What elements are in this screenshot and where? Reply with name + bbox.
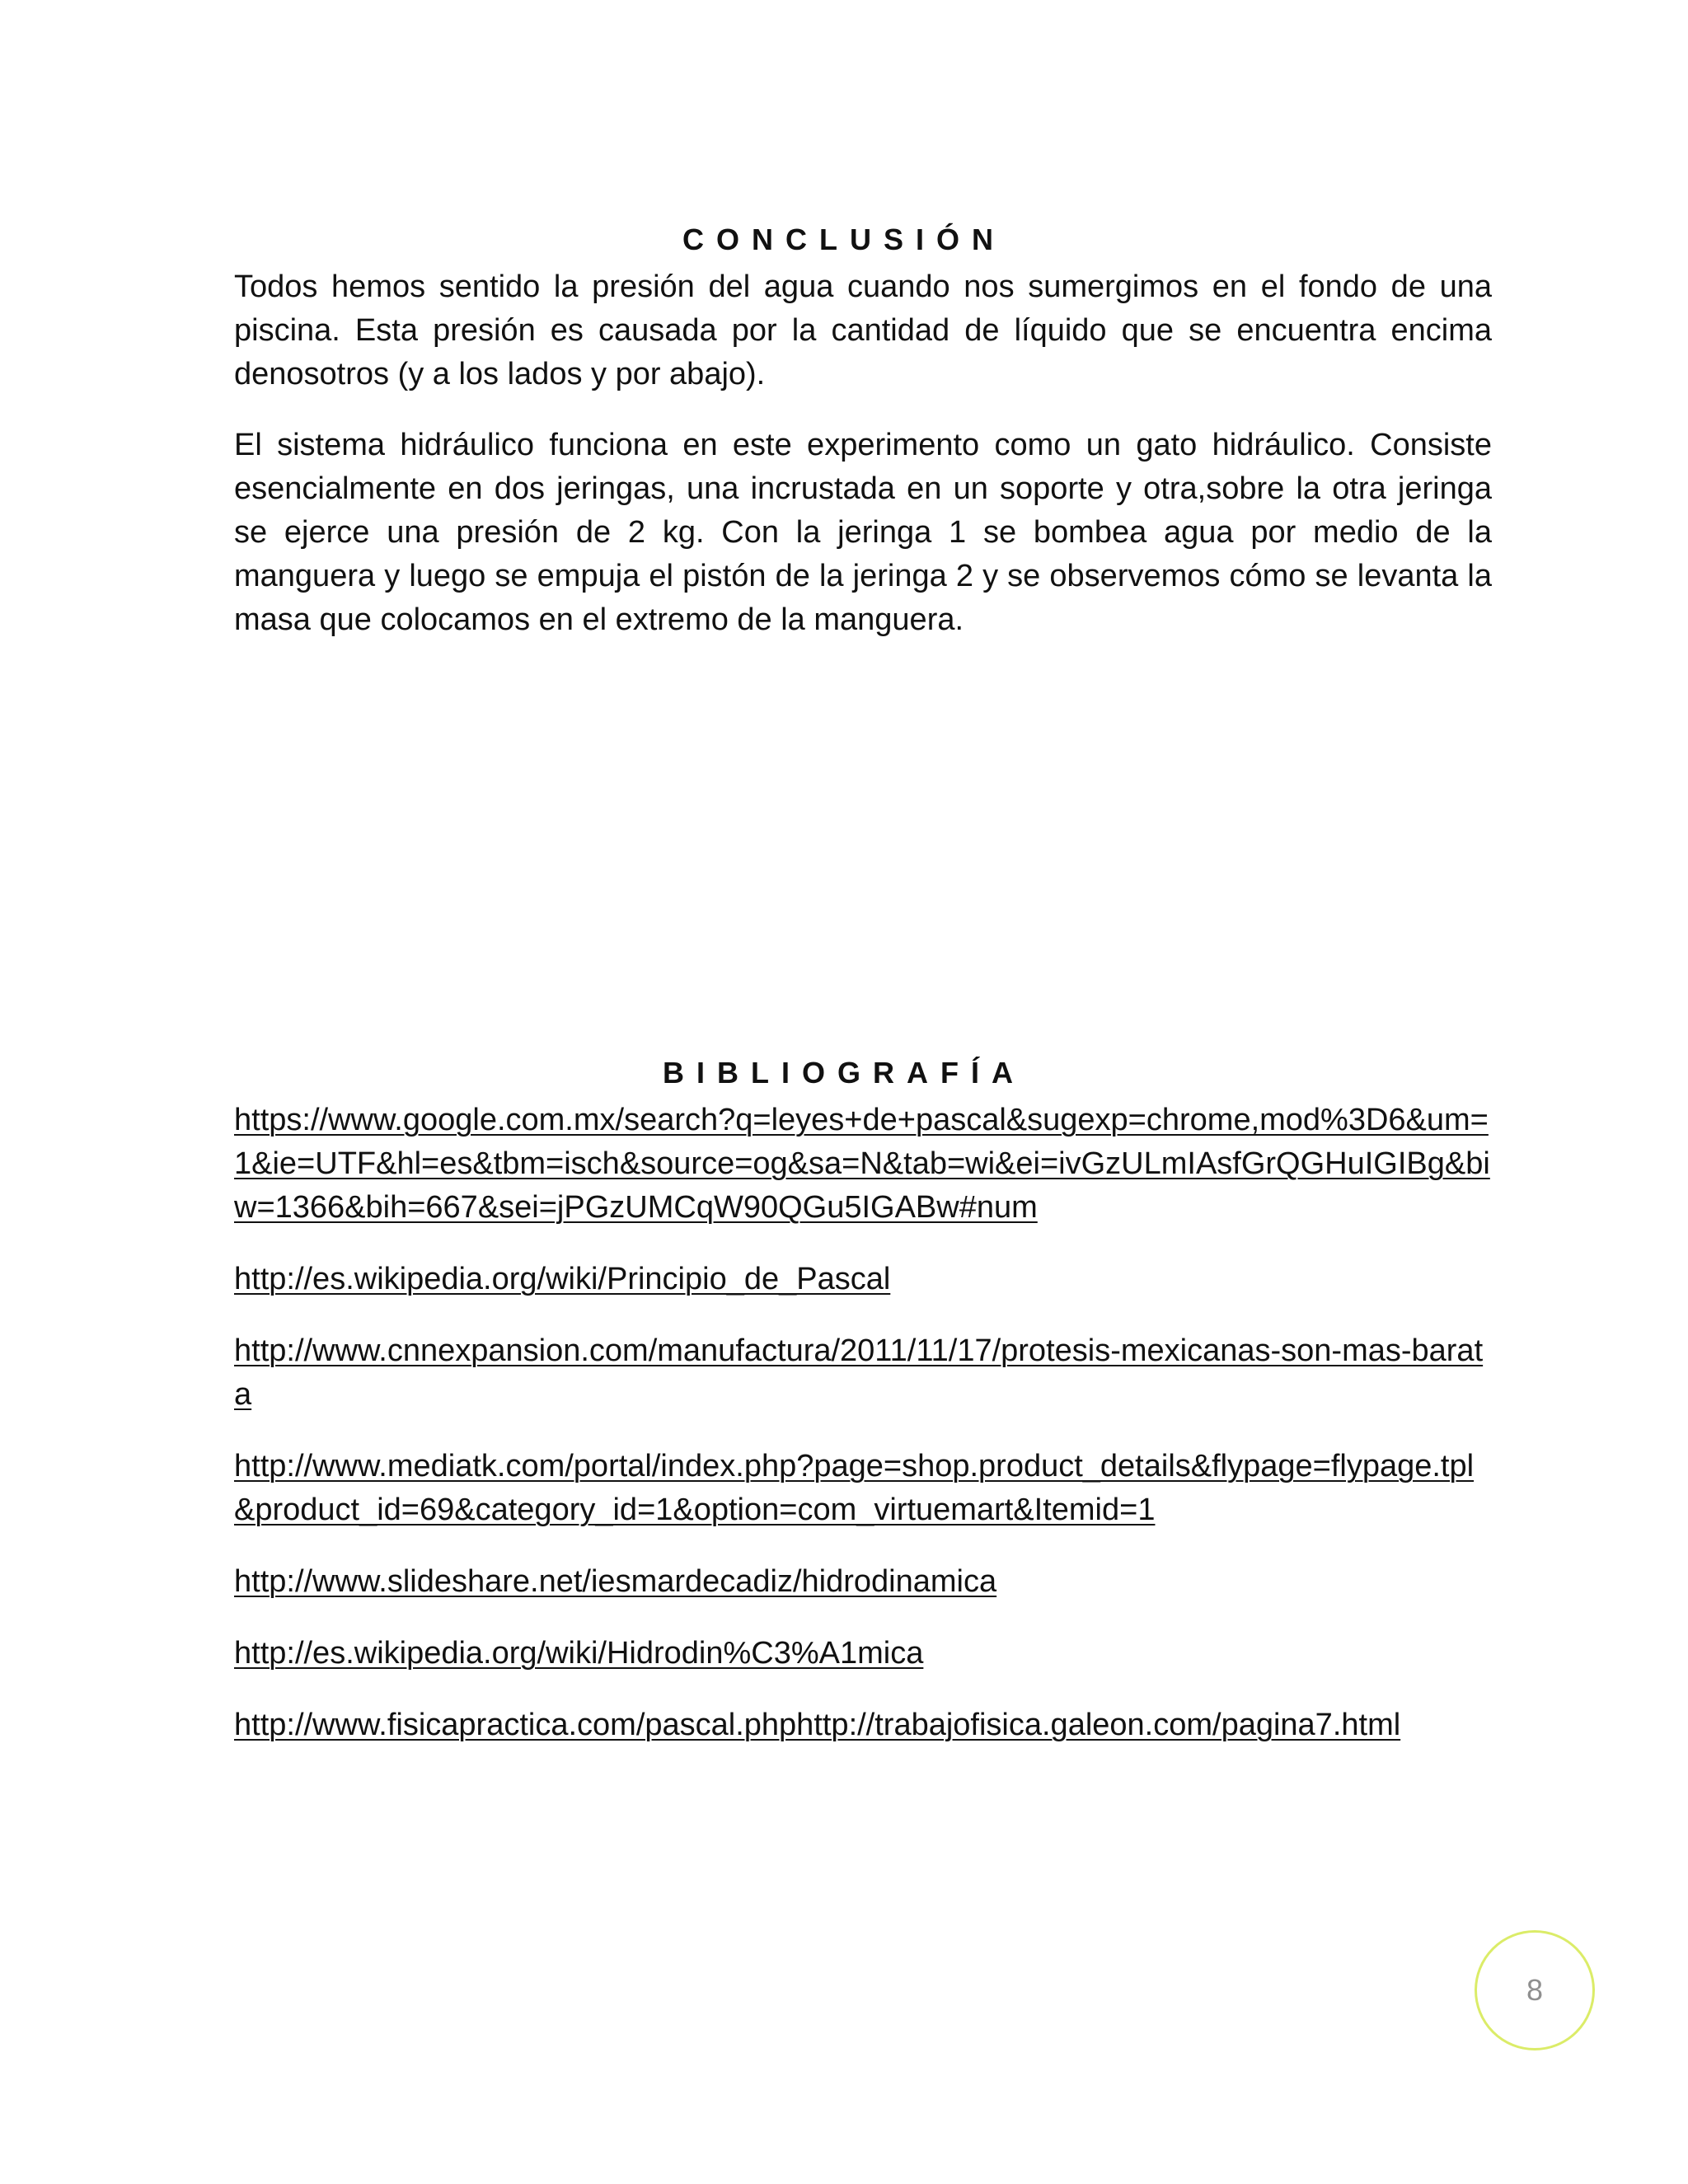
bibliography-link[interactable]: http://es.wikipedia.org/wiki/Hidrodin%C3%A1mica xyxy=(234,1636,924,1671)
bibliography-link[interactable]: http://www.slideshare.net/iesmardecadiz/hidrodinamica xyxy=(234,1564,997,1599)
bibliography-item xyxy=(234,1704,1492,1747)
bibliography-heading: BIBLIOGRAFÍA xyxy=(663,1055,1025,1090)
bibliography-item xyxy=(234,1632,1492,1675)
bibliography-link[interactable]: https://www.google.com.mx/search?q=leyes+de+pascal&sugexp=chrome,mod%3D6&um=1&ie=UTF&hl=es&tbm=isch&source=og&sa=N&tab=wi&ei=ivGzULmIAsfGrQGHuIGIBg&biw=1366&bih=667&sei=jPGzUMCqW90QGu5IGABw#num xyxy=(234,1103,1490,1225)
conclusion-paragraph: El sistema hidráulico funciona en este experimento como un gato hidráulico. Consiste esencialmente en dos jeringas, una incrustada en un soporte y otra,sobre la otra jeringa se ejerce una presión de 2 kg. Con la jeringa 1 se bombea agua por medio de la manguera y luego se empuja el pistón de la jeringa 2 y se observemos cómo se levanta la masa que colocamos en el extremo de la manguera. xyxy=(234,428,1492,637)
bibliography-item xyxy=(234,1329,1492,1417)
conclusion-paragraph: Todos hemos sentido la presión del agua cuando nos sumergimos en el fondo de una piscina. Esta presión es causada por la cantidad de líquido que se encuentra encima denosotros (y a los lados y por abajo). xyxy=(234,269,1492,391)
bibliography-item xyxy=(234,1445,1492,1532)
bibliography-link[interactable]: http://es.wikipedia.org/wiki/Principio_de_Pascal xyxy=(234,1262,891,1296)
bibliography-item xyxy=(234,1099,1492,1230)
page-number: 8 xyxy=(1526,1973,1544,2007)
bibliography-item xyxy=(234,1258,1492,1301)
page-number-badge xyxy=(1475,1930,1595,2050)
bibliography-item xyxy=(234,1560,1492,1604)
bibliography-link[interactable]: http://www.mediatk.com/portal/index.php?page=shop.product_details&flypage=flypage.tpl&product_id=69&category_id=1&option=com_virtuemart&Itemid=1 xyxy=(234,1449,1475,1527)
bibliography-link[interactable]: http://www.fisicapractica.com/pascal.phphttp://trabajofisica.galeon.com/pagina7.html xyxy=(234,1708,1401,1742)
bibliography-link[interactable]: http://www.cnnexpansion.com/manufactura/2011/11/17/protesis-mexicanas-son-mas-barata xyxy=(234,1333,1484,1412)
conclusion-heading: CONCLUSIÓN xyxy=(682,222,1006,256)
bibliography-list xyxy=(234,1099,1492,1775)
